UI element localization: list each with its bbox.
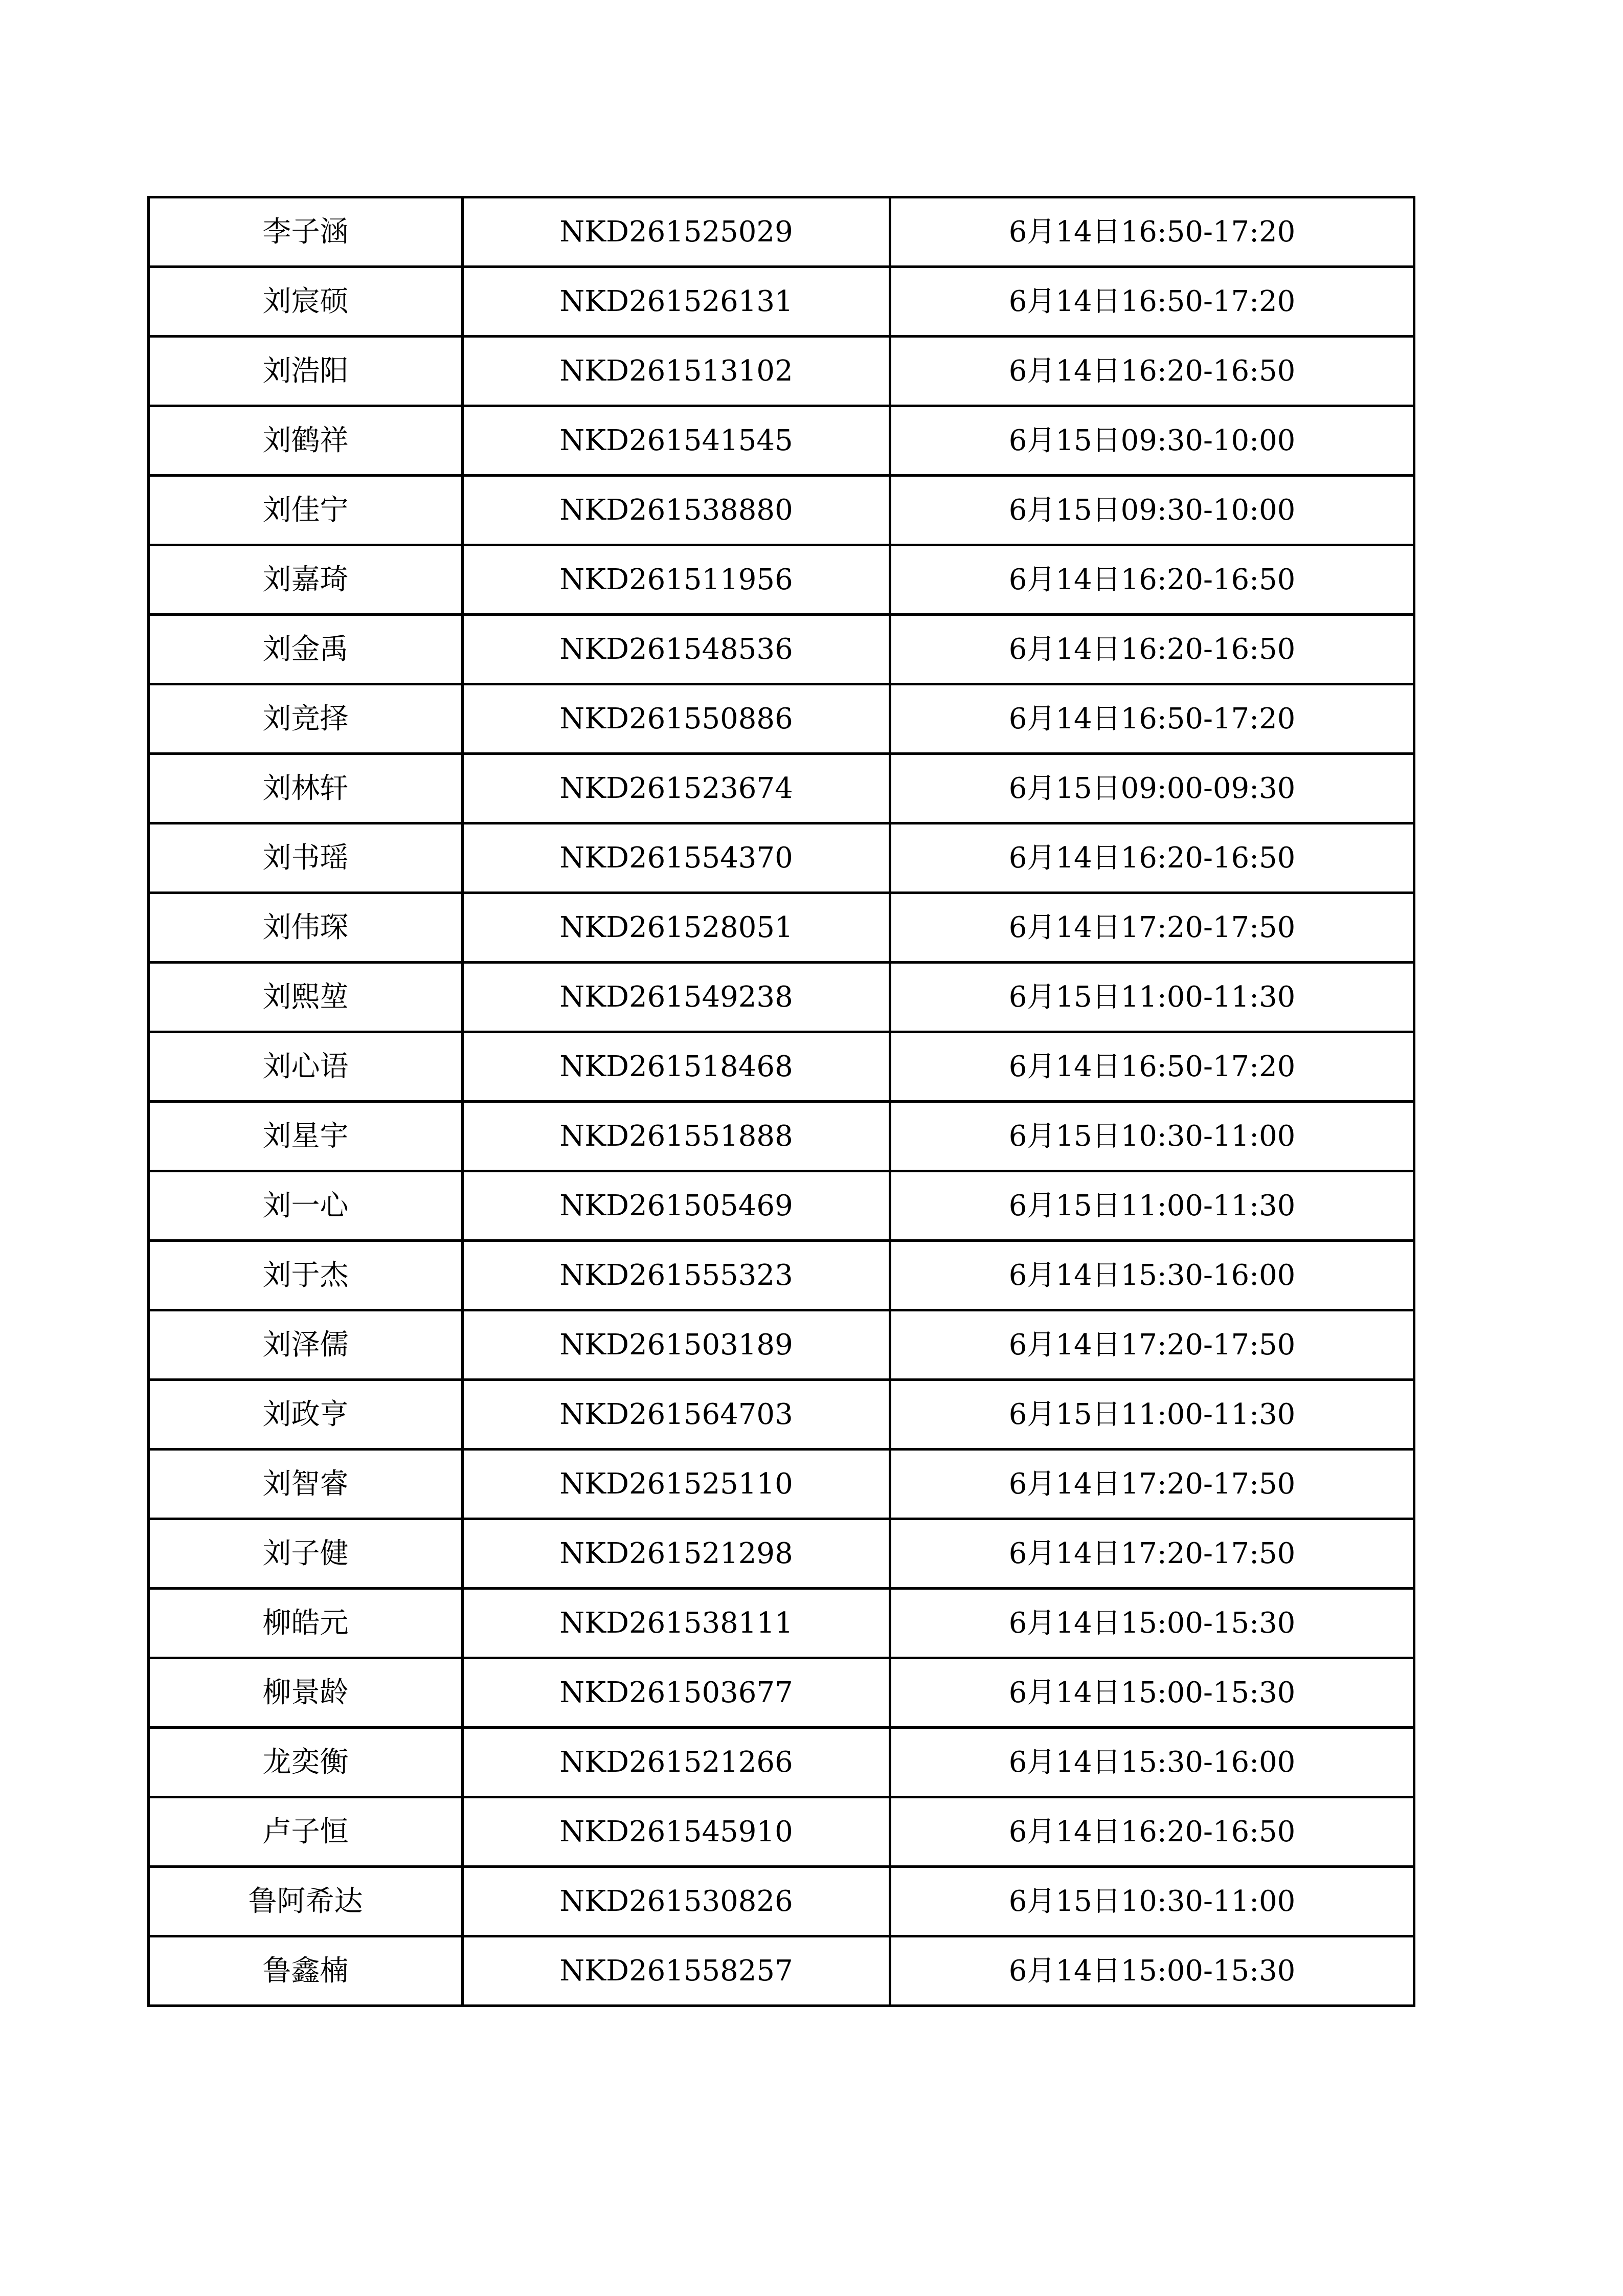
table-row (149, 684, 1414, 754)
table-row (149, 754, 1414, 823)
registration-id-cell: NKD261538880 (463, 476, 890, 545)
registration-id-cell: NKD261548536 (463, 615, 890, 684)
document-page (147, 196, 1413, 2007)
time-slot-cell: 6月15日09:30-10:00 (890, 476, 1414, 545)
registration-id-cell: NKD261525110 (463, 1450, 890, 1519)
table-row (149, 1519, 1414, 1589)
registration-id-cell: NKD261549238 (463, 963, 890, 1032)
registration-id-cell: NKD261503677 (463, 1658, 890, 1728)
registration-id-cell: NKD261511956 (463, 545, 890, 615)
time-slot-cell: 6月14日16:50-17:20 (890, 197, 1414, 267)
registration-id-cell: NKD261523674 (463, 754, 890, 823)
registration-id-cell: NKD261545910 (463, 1797, 890, 1867)
time-slot-cell: 6月15日09:00-09:30 (890, 754, 1414, 823)
table-row (149, 337, 1414, 406)
table-row (149, 1380, 1414, 1450)
table-row (149, 963, 1414, 1032)
registration-id-cell: NKD261518468 (463, 1032, 890, 1102)
student-name-cell: 龙奕衡 (149, 1728, 463, 1797)
student-name-cell: 刘星宇 (149, 1102, 463, 1171)
table-row (149, 1171, 1414, 1241)
registration-id-cell: NKD261526131 (463, 267, 890, 337)
table-row (149, 476, 1414, 545)
table-row (149, 267, 1414, 337)
time-slot-cell: 6月14日15:00-15:30 (890, 1658, 1414, 1728)
table-row (149, 1589, 1414, 1658)
registration-id-cell: NKD261550886 (463, 684, 890, 754)
table-row (149, 197, 1414, 267)
registration-id-cell: NKD261521298 (463, 1519, 890, 1589)
registration-id-cell: NKD261564703 (463, 1380, 890, 1450)
student-name-cell: 刘宸硕 (149, 267, 463, 337)
registration-id-cell: NKD261521266 (463, 1728, 890, 1797)
time-slot-cell: 6月14日16:20-16:50 (890, 615, 1414, 684)
time-slot-cell: 6月14日16:50-17:20 (890, 1032, 1414, 1102)
student-name-cell: 刘佳宁 (149, 476, 463, 545)
time-slot-cell: 6月14日17:20-17:50 (890, 1519, 1414, 1589)
time-slot-cell: 6月15日09:30-10:00 (890, 406, 1414, 476)
table-row (149, 1102, 1414, 1171)
student-name-cell: 卢子恒 (149, 1797, 463, 1867)
time-slot-cell: 6月14日17:20-17:50 (890, 1450, 1414, 1519)
registration-id-cell: NKD261503189 (463, 1310, 890, 1380)
student-name-cell: 刘泽儒 (149, 1310, 463, 1380)
student-name-cell: 刘一心 (149, 1171, 463, 1241)
student-name-cell: 刘金禹 (149, 615, 463, 684)
registration-id-cell: NKD261513102 (463, 337, 890, 406)
table-row (149, 1241, 1414, 1310)
time-slot-cell: 6月14日17:20-17:50 (890, 893, 1414, 963)
table-row (149, 1797, 1414, 1867)
table-row (149, 1032, 1414, 1102)
time-slot-cell: 6月14日17:20-17:50 (890, 1310, 1414, 1380)
time-slot-cell: 6月14日15:30-16:00 (890, 1728, 1414, 1797)
time-slot-cell: 6月15日11:00-11:30 (890, 1171, 1414, 1241)
student-name-cell: 刘竞择 (149, 684, 463, 754)
table-row (149, 893, 1414, 963)
student-name-cell: 刘政亨 (149, 1380, 463, 1450)
time-slot-cell: 6月14日15:30-16:00 (890, 1241, 1414, 1310)
roster-table (147, 196, 1415, 2007)
table-row (149, 1867, 1414, 1936)
time-slot-cell: 6月15日10:30-11:00 (890, 1102, 1414, 1171)
time-slot-cell: 6月14日16:20-16:50 (890, 823, 1414, 893)
time-slot-cell: 6月14日16:50-17:20 (890, 684, 1414, 754)
student-name-cell: 刘智睿 (149, 1450, 463, 1519)
time-slot-cell: 6月15日11:00-11:30 (890, 1380, 1414, 1450)
student-name-cell: 刘书瑶 (149, 823, 463, 893)
student-name-cell: 刘鹤祥 (149, 406, 463, 476)
student-name-cell: 刘浩阳 (149, 337, 463, 406)
registration-id-cell: NKD261555323 (463, 1241, 890, 1310)
time-slot-cell: 6月14日16:20-16:50 (890, 337, 1414, 406)
time-slot-cell: 6月14日16:50-17:20 (890, 267, 1414, 337)
registration-id-cell: NKD261525029 (463, 197, 890, 267)
time-slot-cell: 6月14日16:20-16:50 (890, 1797, 1414, 1867)
registration-id-cell: NKD261551888 (463, 1102, 890, 1171)
student-name-cell: 鲁阿希达 (149, 1867, 463, 1936)
table-row (149, 406, 1414, 476)
table-row (149, 1658, 1414, 1728)
registration-id-cell: NKD261505469 (463, 1171, 890, 1241)
table-row (149, 1936, 1414, 2006)
student-name-cell: 刘伟琛 (149, 893, 463, 963)
student-name-cell: 鲁鑫楠 (149, 1936, 463, 2006)
student-name-cell: 刘林轩 (149, 754, 463, 823)
table-row (149, 545, 1414, 615)
roster-table-body (149, 197, 1414, 2006)
registration-id-cell: NKD261538111 (463, 1589, 890, 1658)
student-name-cell: 刘心语 (149, 1032, 463, 1102)
student-name-cell: 柳景龄 (149, 1658, 463, 1728)
student-name-cell: 刘嘉琦 (149, 545, 463, 615)
student-name-cell: 刘子健 (149, 1519, 463, 1589)
table-row (149, 1310, 1414, 1380)
table-row (149, 615, 1414, 684)
time-slot-cell: 6月14日16:20-16:50 (890, 545, 1414, 615)
registration-id-cell: NKD261528051 (463, 893, 890, 963)
table-row (149, 823, 1414, 893)
time-slot-cell: 6月14日15:00-15:30 (890, 1936, 1414, 2006)
student-name-cell: 李子涵 (149, 197, 463, 267)
student-name-cell: 柳皓元 (149, 1589, 463, 1658)
time-slot-cell: 6月15日11:00-11:30 (890, 963, 1414, 1032)
time-slot-cell: 6月14日15:00-15:30 (890, 1589, 1414, 1658)
registration-id-cell: NKD261530826 (463, 1867, 890, 1936)
time-slot-cell: 6月15日10:30-11:00 (890, 1867, 1414, 1936)
student-name-cell: 刘于杰 (149, 1241, 463, 1310)
registration-id-cell: NKD261554370 (463, 823, 890, 893)
student-name-cell: 刘熙堃 (149, 963, 463, 1032)
table-row (149, 1450, 1414, 1519)
registration-id-cell: NKD261558257 (463, 1936, 890, 2006)
registration-id-cell: NKD261541545 (463, 406, 890, 476)
table-row (149, 1728, 1414, 1797)
